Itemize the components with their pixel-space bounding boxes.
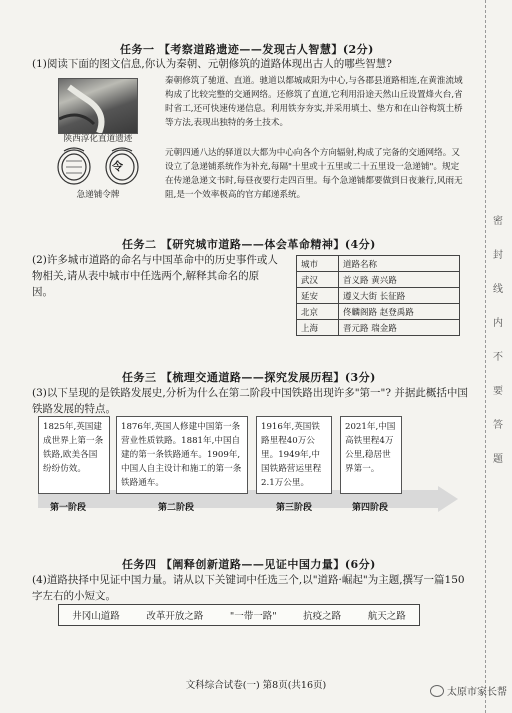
task4-title: 任务四 【阐释创新道路——见证中国力量】(6分) bbox=[122, 558, 376, 571]
table-row bbox=[297, 320, 460, 336]
table-row bbox=[297, 304, 460, 320]
token-char: 令 bbox=[112, 160, 123, 173]
seal-line bbox=[485, 0, 487, 713]
seal-line-notice bbox=[492, 216, 504, 466]
yuan-text: 元朝四通八达的驿道以大都为中心向各个方向辐射,构成了完备的交通网络。又设立了急递铺系统作为补充,每隔"十里或十五里或二十五里设一急递铺"。规定在传递急递文书时,每昼夜要行走四百里。每个急递铺都要做到日夜兼行,风雨无阻,是一个效率极高的官方邮递系统。 bbox=[165, 148, 463, 200]
table-cell: 遵义大街 长征路 bbox=[339, 288, 460, 304]
stage-3-label: 第三阶段 bbox=[276, 503, 313, 513]
table-cell: 武汉 bbox=[297, 272, 339, 288]
railway-timeline bbox=[38, 416, 458, 516]
qin-road-photo bbox=[58, 78, 138, 134]
side-char: 内 bbox=[493, 318, 503, 329]
stage-2-box: 1876年,英国人修建中国第一条营业性质铁路。1881年,中国自建的第一条铁路通车。1909年,中国人自主设计和施工的第一条铁路通车。 bbox=[116, 416, 248, 494]
task4-question: (4)道路抉择中见证中国力量。请从以下关键词中任选三个,以"道路·崛起"为主题,撰写一篇150字左右的小短文。 bbox=[32, 574, 465, 602]
table-header-cell: 道路名称 bbox=[339, 256, 460, 272]
stage-2-label: 第二阶段 bbox=[158, 503, 195, 513]
stage-1-box: 1825年,英国建成世界上第一条铁路,欧美各国纷纷仿效。 bbox=[38, 416, 110, 494]
table-row bbox=[297, 288, 460, 304]
token-caption: 急递铺令牌 bbox=[76, 190, 120, 200]
table-cell: 北京 bbox=[297, 304, 339, 320]
keyword: 抗疫之路 bbox=[303, 611, 342, 622]
side-char: 线 bbox=[493, 284, 503, 295]
task3-question: (3)以下呈现的是铁路发展史,分析为什么在第二阶段中国铁路出现许多"第一"? 并据此概括中国铁路发展的特点。 bbox=[32, 387, 468, 415]
side-char: 要 bbox=[493, 386, 503, 397]
keyword: 航天之路 bbox=[367, 611, 406, 622]
qin-photo-caption: 陕西淳化直道遗迹 bbox=[63, 134, 133, 144]
task1-question: (1)阅读下面的图文信息,你认为秦朝、元朝修筑的道路体现出古人的哪些智慧? bbox=[32, 58, 392, 70]
keyword: 井冈山道路 bbox=[72, 611, 120, 622]
side-char: 不 bbox=[493, 352, 503, 363]
stage-3-box: 1916年,英国铁路里程40万公里。1949年,中国铁路营运里程2.1万公里。 bbox=[256, 416, 332, 494]
side-char: 封 bbox=[493, 250, 503, 261]
table-cell: 晋元路 瑞金路 bbox=[339, 320, 460, 336]
side-char: 密 bbox=[493, 216, 503, 227]
table-header-row bbox=[297, 256, 460, 272]
keyword: 改革开放之路 bbox=[146, 611, 204, 622]
side-char: 答 bbox=[493, 420, 503, 431]
task3-title: 任务三 【梳理交通道路——探究发展历程】(3分) bbox=[122, 371, 376, 384]
table-cell: 延安 bbox=[297, 288, 339, 304]
task2-question: (2)许多城市道路的命名与中国革命中的历史事件或人物相关,请从表中城市中任选两个,解释其命名的原因。 bbox=[32, 254, 278, 298]
watermark bbox=[430, 683, 507, 698]
wechat-icon bbox=[430, 685, 444, 697]
table-header-cell: 城市 bbox=[297, 256, 339, 272]
qin-text: 秦朝修筑了驰道、直道。驰道以都城咸阳为中心,与各郡县道路相连,在黄淮流域构成了比较完整的交通网络。还修筑了直道,它利用沿途天然山丘设置烽火台,省时省工,还可快速传递信息。利用铁夯夯实,并采用填土、垫方和在山谷构筑土桥等方法,表现出独特的务土技术。 bbox=[165, 76, 463, 128]
task1-title: 任务一 【考察道路遗迹——发现古人智慧】(2分) bbox=[120, 43, 374, 56]
stage-1-label: 第一阶段 bbox=[50, 503, 87, 513]
table-row bbox=[297, 272, 460, 288]
task2-title: 任务二 【研究城市道路——体会革命精神】(4分) bbox=[122, 238, 376, 251]
keyword-box bbox=[58, 604, 420, 626]
table-cell: 佟麟阁路 赵登禹路 bbox=[339, 304, 460, 320]
stage-4-box: 2021年,中国高铁里程4万公里,稳居世界第一。 bbox=[340, 416, 402, 494]
page-footer: 文科综合试卷(一) 第8页(共16页) bbox=[185, 680, 327, 691]
keyword: "一带一路" bbox=[229, 611, 277, 622]
city-road-table bbox=[296, 255, 460, 336]
watermark-text: 太原市家长帮 bbox=[447, 687, 507, 698]
side-char: 题 bbox=[493, 454, 503, 465]
table-cell: 首义路 黄兴路 bbox=[339, 272, 460, 288]
stage-4-label: 第四阶段 bbox=[352, 503, 389, 513]
table-cell: 上海 bbox=[297, 320, 339, 336]
token-illustration bbox=[52, 147, 144, 187]
